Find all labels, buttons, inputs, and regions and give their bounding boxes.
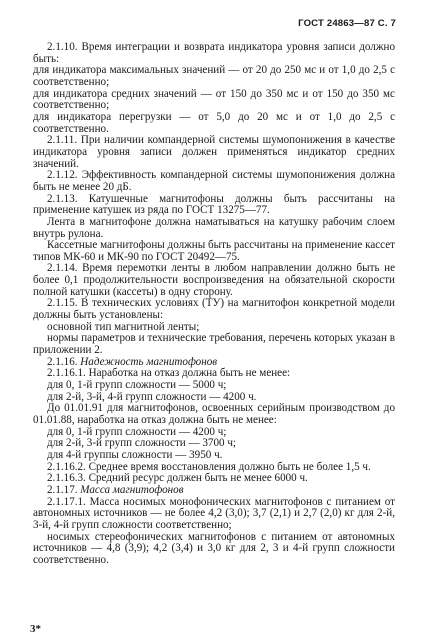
- page-signature: 3*: [30, 623, 41, 635]
- paragraph: 2.1.12. Эффективность компандерной системы шумопонижения должна быть не менее 20 дБ.: [33, 169, 395, 193]
- paragraph: для 2-й, 3-й групп сложности — 3700 ч;: [47, 437, 237, 450]
- section-number: 2.1.16.: [47, 355, 78, 368]
- paragraph: для 0, 1-й групп сложности — 4200 ч;: [47, 425, 227, 438]
- paragraph: Кассетные магнитофоны должны быть рассчитаны на применение кассет типов МК-60 и МК-90 по ГОСТ 20492—75.: [33, 239, 395, 263]
- paragraph: для индикатора максимальных значений — от 20 до 250 мс и от 1,0 до 2,5 с соответственно;: [33, 64, 395, 88]
- paragraph: 2.1.13. Катушечные магнитофоны должны быть рассчитаны на применение катушек из ряда по ГОСТ 13275—77.: [33, 192, 395, 217]
- paragraph: носимых стереофонических магнитофонов с питанием от автономных источников — 4,8 (3,9); 4,2 (3,4) и 3,0 кг для 2, 3 и 4-й групп сложности соответственно.: [33, 530, 395, 566]
- paragraph: 2.1.14. Время перемотки ленты в любом направлении должно быть не более 0,1 продолжительности воспроизведения на обязательной скорости полной катушки (кассеты) в одну сторону.: [33, 262, 395, 298]
- section-heading: [33, 485, 395, 497]
- paragraph: 2.1.16.3. Средний ресурс должен быть не менее 6000 ч.: [47, 472, 308, 485]
- section-title: Масса магнитофонов: [80, 483, 184, 496]
- paragraph: для 2-й, 3-й, 4-й групп сложности — 4200 ч.: [47, 390, 257, 403]
- paragraph: До 01.01.91 для магнитофонов, освоенных серийным производством до 01.01.88, наработка на отказ должна быть не менее:: [33, 402, 395, 426]
- paragraph: 2.1.17.1. Масса носимых монофонических магнитофонов с питанием от автономных источников — не более 4,2 (3,0); 3,7 (2,1) и 2,7 (2,0) кг для 2-й, 3-й, 4-й групп сложности соответственно;: [33, 495, 395, 531]
- paragraph: основной тип магнитной ленты;: [47, 320, 200, 333]
- paragraph: для индикатора перегрузки — от 5,0 до 20 мс и от 1,0 до 2,5 с соответственно.: [33, 110, 395, 135]
- paragraph: 2.1.16.1. Наработка на отказ должна быть не менее:: [47, 367, 291, 380]
- paragraph: 2.1.16.2. Среднее время восстановления должно быть не более 1,5 ч.: [47, 460, 371, 473]
- paragraph: Лента в магнитофоне должна наматываться на катушку рабочим слоем внутрь рулона.: [33, 215, 395, 240]
- paragraph: нормы параметров и технические требования, перечень которых указан в приложении 2.: [33, 332, 395, 357]
- paragraph: для индикатора средних значений — от 150 до 350 мс и от 150 до 350 мс соответственно;: [33, 87, 395, 112]
- paragraph: для 0, 1-й групп сложности — 5000 ч;: [47, 379, 227, 392]
- paragraph: 2.1.11. При наличии компандерной системы шумопонижения в качестве индикатора уровня записи должен применяться индикатор средних значений.: [33, 134, 395, 170]
- paragraph: 2.1.10. Время интеграции и возврата индикатора уровня записи должно быть:: [33, 41, 395, 65]
- paragraph: 2.1.15. В технических условиях (ТУ) на магнитофон конкретной модели должны быть установлены:: [33, 297, 395, 322]
- document-body: [33, 42, 395, 567]
- section-number: 2.1.17.: [47, 483, 78, 496]
- paragraph: для 4-й группы сложности — 3950 ч.: [47, 448, 223, 461]
- section-title: Надежность магнитофонов: [80, 355, 218, 368]
- page-header: ГОСТ 24863—87 С. 7: [298, 18, 396, 29]
